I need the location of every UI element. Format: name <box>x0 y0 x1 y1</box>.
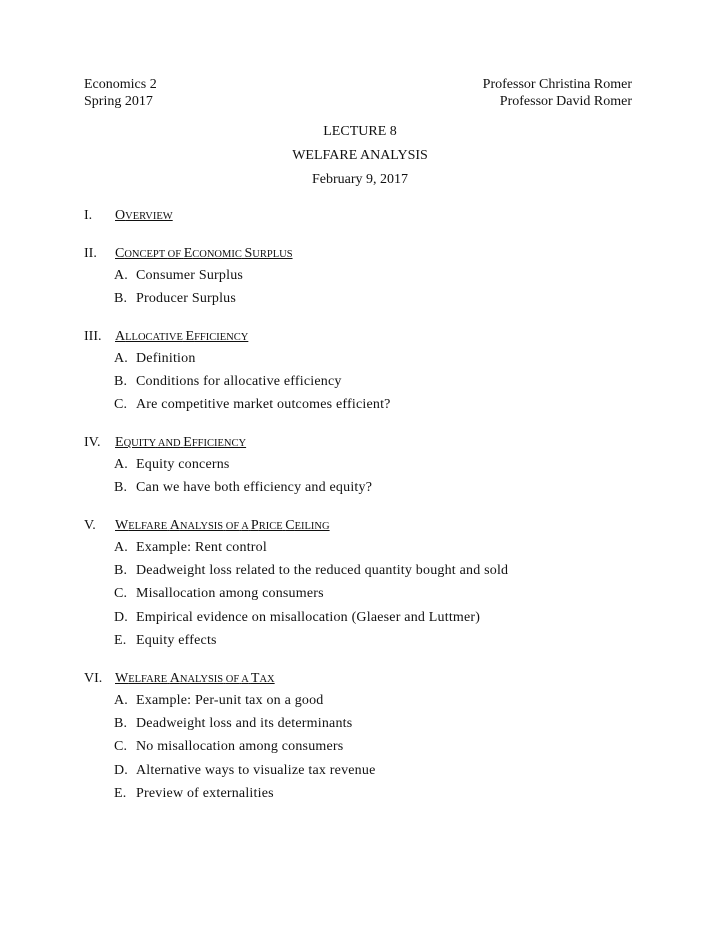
item-label: E. <box>114 632 127 648</box>
item-label: A. <box>114 693 129 708</box>
lecture-date: February 9, 2017 <box>311 172 409 187</box>
item-label: A. <box>114 351 129 366</box>
outline-item <box>114 350 196 368</box>
outline-item <box>114 632 217 650</box>
item-text: Consumer Surplus <box>136 268 244 283</box>
course-name: Economics 2 <box>84 77 157 92</box>
item-text: Definition <box>136 351 196 366</box>
item-label: B. <box>114 291 128 307</box>
outline-item <box>114 785 274 803</box>
outline-item <box>114 609 480 627</box>
outline-item <box>114 456 230 474</box>
item-text: Example: Rent control <box>136 540 267 555</box>
item-text: Equity effects <box>136 632 217 648</box>
item-label: E. <box>114 785 127 801</box>
header-row-1 <box>84 76 632 94</box>
outline-item <box>114 762 376 780</box>
professor-1: Professor Christina Romer <box>482 77 632 92</box>
header-row-2 <box>84 93 632 111</box>
outline-item <box>114 692 324 710</box>
outline-item <box>114 290 236 308</box>
section-title: EQUITY AND EFFICIENCY <box>115 435 247 450</box>
outline-item <box>114 562 508 580</box>
outline-item <box>114 267 243 285</box>
section-title: WELFARE ANALYSIS OF A TAX <box>115 671 275 686</box>
outline-item <box>114 715 352 733</box>
item-label: B. <box>114 480 128 496</box>
item-label: C. <box>114 586 128 602</box>
item-label: D. <box>114 762 129 778</box>
item-text: No misallocation among consumers <box>136 739 344 755</box>
item-text: Alternative ways to visualize tax revenue <box>136 762 376 778</box>
section-title: ALLOCATIVE EFFICIENCY <box>115 329 249 344</box>
item-text: Misallocation among consumers <box>136 586 324 602</box>
item-label: B. <box>114 563 128 579</box>
item-text: Can we have both efficiency and equity? <box>136 480 373 496</box>
item-label: A. <box>114 268 129 283</box>
term: Spring 2017 <box>84 94 153 109</box>
item-text: Conditions for allocative efficiency <box>136 374 342 390</box>
section-number: VI. <box>84 671 103 686</box>
item-label: D. <box>114 609 129 625</box>
outline-item <box>114 585 324 603</box>
item-text: Deadweight loss and its determinants <box>136 716 353 732</box>
section-title: OVERVIEW <box>115 208 173 223</box>
outline-item <box>114 738 343 756</box>
section-number: II. <box>84 246 97 261</box>
section-title: CONCEPT OF ECONOMIC SURPLUS <box>115 246 293 261</box>
item-label: B. <box>114 374 128 390</box>
lecture-number: LECTURE 8 <box>323 124 397 139</box>
outline-item <box>114 373 342 391</box>
section-title: WELFARE ANALYSIS OF A PRICE CEILING <box>115 518 330 533</box>
section-number: V. <box>84 518 96 533</box>
section-number: I. <box>84 208 93 223</box>
professor-2: Professor David Romer <box>499 94 632 109</box>
lecture-topic: WELFARE ANALYSIS <box>292 148 428 163</box>
outline-item <box>114 479 372 497</box>
item-text: Empirical evidence on misallocation (Glaeser and Luttmer) <box>136 609 481 625</box>
item-text: Deadweight loss related to the reduced quantity bought and sold <box>136 563 509 579</box>
item-text: Equity concerns <box>136 457 230 472</box>
item-text: Are competitive market outcomes efficient? <box>136 397 391 413</box>
section-number: III. <box>84 329 102 344</box>
outline-item <box>114 396 391 414</box>
item-text: Preview of externalities <box>136 785 274 801</box>
section-number: IV. <box>84 435 101 450</box>
item-label: A. <box>114 457 129 472</box>
item-label: A. <box>114 540 129 555</box>
item-text: Example: Per-unit tax on a good <box>136 693 324 708</box>
outline-item <box>114 539 267 557</box>
item-label: C. <box>114 397 128 413</box>
item-text: Producer Surplus <box>136 291 237 307</box>
item-label: C. <box>114 739 128 755</box>
item-label: B. <box>114 716 128 732</box>
